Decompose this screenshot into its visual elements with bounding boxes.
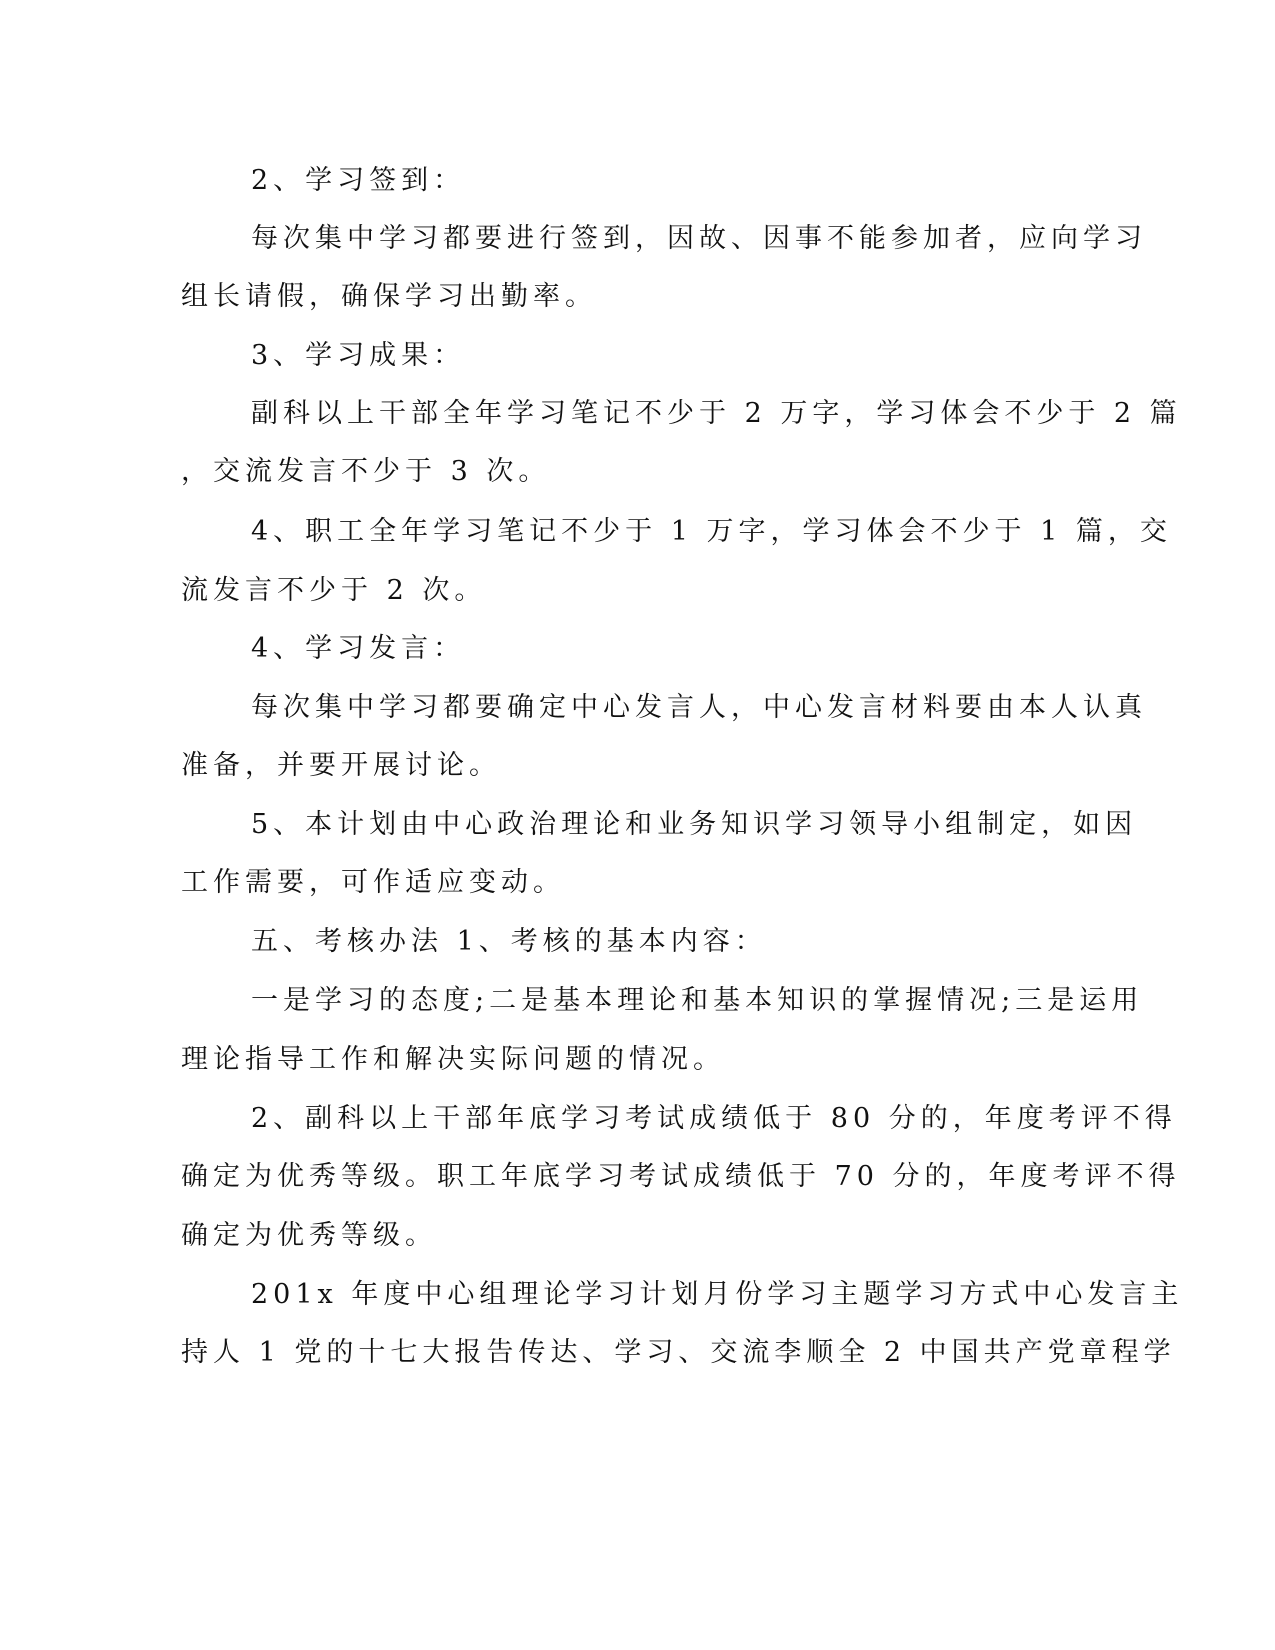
paragraph-line: 4、职工全年学习笔记不少于 1 万字，学习体会不少于 1 篇，交 [251,516,1172,547]
paragraph-line: 准备，并要开展讨论。 [181,750,501,781]
paragraph-line: 每次集中学习都要确定中心发言人，中心发言材料要由本人认真 [251,692,1147,723]
paragraph-line: 流发言不少于 2 次。 [181,575,487,606]
paragraph-line: 理论指导工作和解决实际问题的情况。 [181,1044,725,1075]
paragraph-line: 确定为优秀等级。职工年底学习考试成绩低于 70 分的，年度考评不得 [181,1161,1181,1192]
paragraph-line: 确定为优秀等级。 [181,1220,437,1251]
paragraph-line: 2、副科以上干部年底学习考试成绩低于 80 分的，年度考评不得 [251,1103,1177,1134]
heading-results: 3、学习成果： [251,340,466,371]
paragraph-line: 每次集中学习都要进行签到，因故、因事不能参加者，应向学习 [251,223,1147,254]
paragraph-line: 持人 1 党的十七大报告传达、学习、交流李顺全 2 中国共产党章程学 [181,1337,1176,1368]
heading-sign-in: 2、学习签到： [251,165,466,196]
paragraph-line: 组长请假，确保学习出勤率。 [181,281,597,312]
heading-assessment: 五、考核办法 1、考核的基本内容： [251,926,767,957]
paragraph-line: 一是学习的态度;二是基本理论和基本知识的掌握情况;三是运用 [251,985,1144,1016]
paragraph-line: 工作需要，可作适应变动。 [181,867,565,898]
paragraph-line: 副科以上干部全年学习笔记不少于 2 万字，学习体会不少于 2 篇 [251,398,1182,429]
paragraph-line: 5、本计划由中心政治理论和业务知识学习领导小组制定，如因 [251,809,1138,840]
paragraph-line: 201x 年度中心组理论学习计划月份学习主题学习方式中心发言主 [251,1279,1184,1310]
paragraph-line: ，交流发言不少于 3 次。 [181,456,551,487]
heading-speaking: 4、学习发言： [251,633,466,664]
